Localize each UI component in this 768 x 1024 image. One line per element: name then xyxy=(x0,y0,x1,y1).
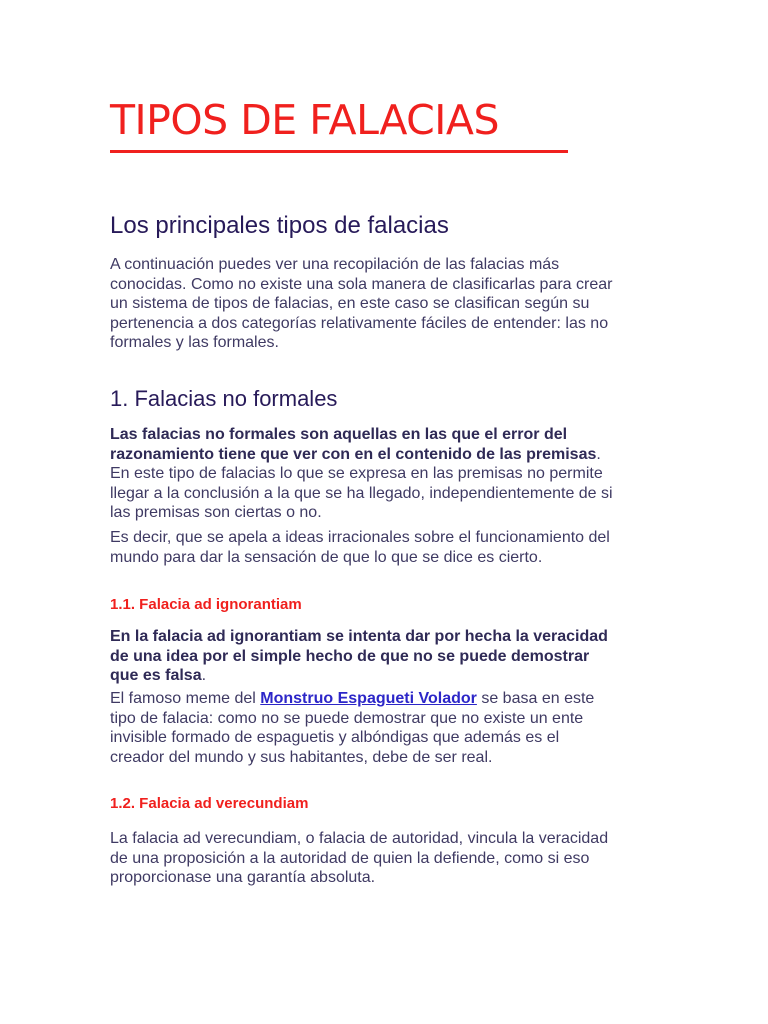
text-line xyxy=(110,666,670,686)
text-line: En este tipo de falacias lo que se expresa en las premisas no permite xyxy=(110,465,603,482)
text-line: mundo para dar la sensación de que lo que se dice es cierto. xyxy=(110,548,543,566)
text-line: Es decir, que se apela a ideas irracionales sobre el funcionamiento del xyxy=(110,529,610,546)
text-line: las premisas son ciertas o no. xyxy=(110,504,322,521)
section-1-2-paragraph-1 xyxy=(110,829,670,888)
bold-text: que es falsa xyxy=(110,667,202,684)
section-1-1-paragraph-1 xyxy=(110,627,670,686)
bold-text-line: Las falacias no formales son aquellas en las que el error del xyxy=(110,426,568,443)
text-line: de una proposición a la autoridad de quien la defiende, como si eso xyxy=(110,849,590,867)
text-line: proporcionase una garantía absoluta. xyxy=(110,869,376,886)
title-underline xyxy=(110,150,568,153)
section-heading-1-2: 1.2. Falacia ad verecundiam xyxy=(110,795,309,812)
text-fragment: se basa en este xyxy=(476,690,595,707)
text-line: invisible formado de espaguetis y albóndigas que además es el xyxy=(110,729,560,746)
text-line: formales y las formales. xyxy=(110,334,279,351)
section-1-1-paragraph-2 xyxy=(110,689,670,767)
intro-paragraph xyxy=(110,255,670,353)
bold-text-line: En la falacia ad ignorantiam se intenta dar por hecha la veracidad xyxy=(110,628,608,645)
section-heading-main: Los principales tipos de falacias xyxy=(110,212,449,239)
text-line: conocidas. Como no existe una sola manera de clasificarlas para crear xyxy=(110,275,613,293)
text-line xyxy=(110,689,670,709)
text-fragment: El famoso meme del xyxy=(110,690,261,707)
text-line: creador del mundo y sus habitantes, debe de ser real. xyxy=(110,748,493,766)
text-line: tipo de falacia: como no se puede demostrar que no existe un ente xyxy=(110,709,584,727)
text-line: La falacia ad verecundiam, o falacia de autoridad, vincula la veracidad xyxy=(110,830,609,847)
punctuation: . xyxy=(596,445,601,463)
text-line: pertenencia a dos categorías relativamente fáciles de entender: las no xyxy=(110,314,609,332)
bold-text-line: de una idea por el simple hecho de que no se puede demostrar xyxy=(110,647,590,665)
page-title: TIPOS DE FALACIAS xyxy=(110,96,499,144)
section-heading-1: 1. Falacias no formales xyxy=(110,386,338,411)
punctuation: . xyxy=(201,667,207,684)
text-line xyxy=(110,445,670,465)
bold-text: razonamiento tiene que ver con en el contenido de las premisas xyxy=(110,445,597,463)
section-1-paragraph-1 xyxy=(110,425,670,523)
text-line: A continuación puedes ver una recopilación de las falacias más xyxy=(110,256,560,273)
section-heading-1-1: 1.1. Falacia ad ignorantiam xyxy=(110,596,302,613)
text-line: un sistema de tipos de falacias, en este caso se clasifican según su xyxy=(110,295,590,312)
text-line: llegar a la conclusión a la que se ha llegado, independientemente de si xyxy=(110,484,613,502)
section-1-paragraph-2 xyxy=(110,528,670,567)
monstruo-espagueti-link[interactable]: Monstruo Espagueti Volador xyxy=(260,690,477,707)
